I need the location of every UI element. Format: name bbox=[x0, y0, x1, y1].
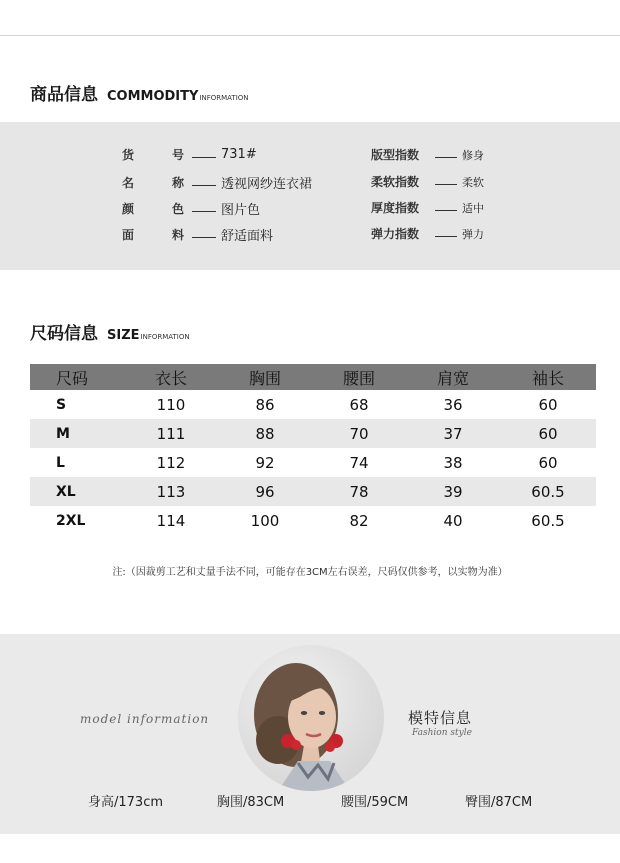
info-value: 柔软 bbox=[462, 175, 484, 189]
table-cell: 96 bbox=[218, 477, 312, 506]
info-row-color bbox=[122, 199, 260, 218]
table-cell: 111 bbox=[124, 419, 218, 448]
info-row-fabric bbox=[122, 225, 273, 244]
size-title-small: INFORMATION bbox=[140, 333, 190, 341]
info-label: 弹力指数 bbox=[371, 227, 420, 241]
table-cell: 112 bbox=[156, 453, 186, 472]
table-cell: 110 bbox=[156, 395, 186, 414]
size-disclaimer-note: 注:（因裁剪工艺和丈量手法不同，可能存在3CM左右误差，尺码仅供参考，以实物为准） bbox=[112, 567, 508, 578]
table-cell: 74 bbox=[349, 453, 369, 472]
model-info-title: 模特信息 bbox=[408, 709, 473, 727]
table-cell: 36 bbox=[443, 395, 463, 414]
info-dash bbox=[435, 157, 457, 158]
info-row-thickness-index bbox=[371, 199, 484, 216]
size-table bbox=[30, 364, 596, 535]
table-cell: 60 bbox=[538, 453, 558, 472]
info-row-item-number bbox=[122, 146, 257, 163]
commodity-title-en: COMMODITY bbox=[107, 89, 199, 104]
size-table-header-row bbox=[30, 364, 596, 390]
info-label: 柔软指数 bbox=[371, 175, 420, 189]
model-portrait bbox=[238, 645, 384, 791]
column-header: 衣长 bbox=[124, 364, 218, 390]
commodity-title-zh: 商品信息 bbox=[30, 85, 98, 105]
info-value: 适中 bbox=[462, 201, 484, 215]
info-value: 弹力 bbox=[462, 227, 484, 241]
commodity-title-small: INFORMATION bbox=[199, 94, 249, 102]
commodity-section-title bbox=[30, 80, 249, 105]
table-cell: 68 bbox=[349, 395, 369, 414]
info-label: 名 称 bbox=[122, 176, 184, 190]
table-cell: 60 bbox=[500, 419, 596, 448]
size-title-zh: 尺码信息 bbox=[30, 324, 98, 344]
fashion-style-script-text: Fashion style bbox=[412, 728, 472, 738]
table-cell: S bbox=[56, 396, 67, 413]
info-dash bbox=[192, 185, 216, 186]
table-cell: 40 bbox=[443, 511, 463, 530]
table-cell: XL bbox=[30, 477, 124, 506]
table-cell: 38 bbox=[443, 453, 463, 472]
table-cell: 70 bbox=[312, 419, 406, 448]
model-photo-illustration bbox=[238, 645, 384, 791]
table-cell: 100 bbox=[250, 511, 280, 530]
model-hip: 臀围/87CM bbox=[465, 795, 533, 810]
info-value: 透视网纱连衣裙 bbox=[221, 177, 313, 192]
info-label: 面 料 bbox=[122, 228, 184, 242]
table-cell: 114 bbox=[156, 511, 186, 530]
table-cell: 86 bbox=[255, 395, 275, 414]
table-cell: 39 bbox=[406, 477, 500, 506]
column-header: 尺码 bbox=[30, 364, 124, 390]
table-cell: 92 bbox=[255, 453, 275, 472]
info-value: 舒适面料 bbox=[221, 229, 274, 244]
info-row-fit-index bbox=[371, 146, 484, 163]
info-row-name bbox=[122, 173, 312, 192]
table-cell: M bbox=[30, 419, 124, 448]
model-info-script-text: model information bbox=[80, 712, 210, 726]
table-cell: 60.5 bbox=[500, 477, 596, 506]
table-row bbox=[30, 506, 596, 535]
column-header: 胸围 bbox=[218, 364, 312, 390]
info-dash bbox=[192, 211, 216, 212]
info-row-elasticity-index bbox=[371, 225, 484, 242]
table-cell: 60.5 bbox=[531, 511, 565, 530]
table-cell: 78 bbox=[312, 477, 406, 506]
info-dash bbox=[435, 236, 457, 237]
table-cell: 37 bbox=[406, 419, 500, 448]
info-label: 版型指数 bbox=[371, 148, 420, 162]
table-cell: 60 bbox=[538, 395, 558, 414]
table-cell: 82 bbox=[349, 511, 369, 530]
info-dash bbox=[435, 210, 457, 211]
model-waist: 腰围/59CM bbox=[341, 795, 409, 810]
info-dash bbox=[435, 184, 457, 185]
model-height: 身高/173cm bbox=[88, 795, 164, 810]
info-value: 图片色 bbox=[221, 203, 261, 218]
info-dash bbox=[192, 237, 216, 238]
column-header: 肩宽 bbox=[406, 364, 500, 390]
table-row bbox=[30, 477, 596, 506]
info-value: 731# bbox=[221, 147, 257, 162]
info-dash bbox=[192, 157, 216, 158]
info-label: 货 号 bbox=[122, 148, 184, 162]
size-section-title bbox=[30, 319, 190, 344]
info-label: 颜 色 bbox=[122, 202, 184, 216]
table-cell: 113 bbox=[124, 477, 218, 506]
info-row-softness-index bbox=[371, 173, 484, 190]
table-cell: L bbox=[56, 454, 65, 471]
info-value: 修身 bbox=[462, 148, 484, 162]
commodity-info-panel bbox=[0, 122, 620, 270]
column-header: 袖长 bbox=[500, 364, 596, 390]
size-title-en: SIZE bbox=[107, 328, 140, 343]
table-row bbox=[30, 390, 596, 419]
table-row bbox=[30, 419, 596, 448]
info-label: 厚度指数 bbox=[371, 201, 420, 215]
table-row bbox=[30, 448, 596, 477]
column-header: 腰围 bbox=[312, 364, 406, 390]
model-bust: 胸围/83CM bbox=[217, 795, 285, 810]
top-divider bbox=[0, 35, 620, 36]
table-cell: 88 bbox=[218, 419, 312, 448]
table-cell: 2XL bbox=[56, 512, 86, 529]
